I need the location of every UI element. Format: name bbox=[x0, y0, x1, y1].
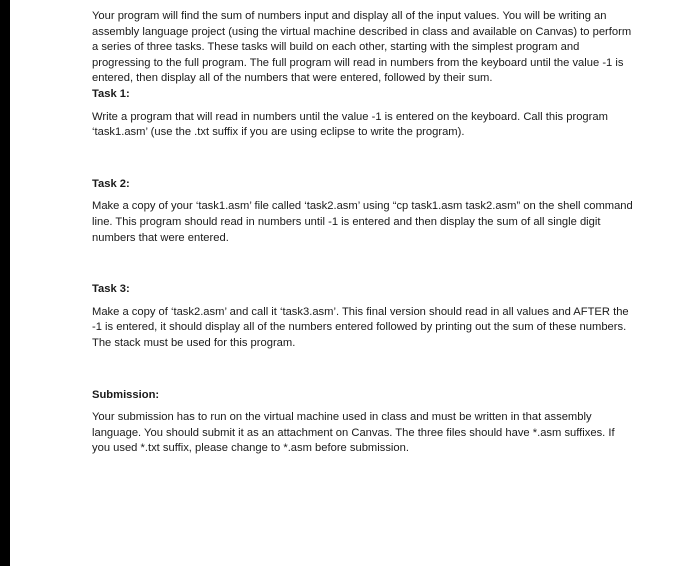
submission-body: Your submission has to run on the virtual machine used in class and must be written in that assembly language. You should submit it as an attachment on Canvas. The three files should have *.asm suffixes. If you used *.txt suffix, please change to *.asm before submission. bbox=[92, 411, 615, 455]
left-edge-bar bbox=[0, 0, 10, 566]
task-1-heading: Task 1: bbox=[92, 87, 130, 100]
intro-paragraph: Your program will find the sum of numbers input and display all of the input values. You will be writing an assembly language project (using the virtual machine described in class and available on Canvas) to perform a series of three tasks. These tasks will build on each other, starting with the simplest program and progressing to the full program. The full program will read in numbers from the keyboard until the value -1 is entered, then display all of the numbers that were entered, followed by their sum. bbox=[92, 10, 632, 85]
task-1-body: Write a program that will read in numbers until the value -1 is entered on the keyboard. Call this program ‘task1.asm’ (use the .txt suffix if you are using eclipse to write the program). bbox=[92, 110, 608, 139]
task-3-body: Make a copy of ‘task2.asm’ and call it ‘task3.asm’. This final version should read in all values and AFTER the -1 is entered, it should display all of the numbers entered followed by printing out the sum of these numbers. The stack must be used for this program. bbox=[92, 305, 629, 349]
task-3-heading: Task 3: bbox=[92, 283, 130, 296]
task-3-section bbox=[92, 282, 634, 351]
task-1-section bbox=[92, 87, 634, 141]
task-2-section bbox=[92, 177, 634, 246]
submission-heading: Submission: bbox=[92, 388, 160, 401]
submission-section bbox=[92, 388, 634, 457]
task-2-heading: Task 2: bbox=[92, 177, 130, 190]
assignment-document bbox=[92, 9, 634, 493]
task-2-body: Make a copy of your ‘task1.asm’ file called ‘task2.asm’ using “cp task1.asm task2.asm” on the shell command line. This program should read in numbers until -1 is entered and then display the sum of all single digit numbers that were entered. bbox=[92, 200, 633, 244]
